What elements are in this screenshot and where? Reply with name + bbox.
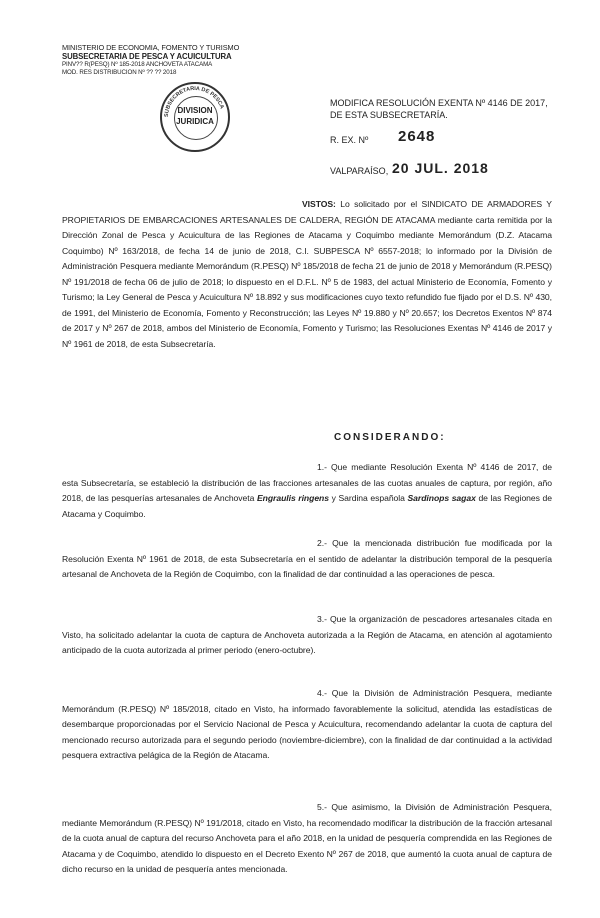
species-sardina: Sardinops sagax [407, 493, 476, 503]
resolution-date: 20 JUL. 2018 [392, 160, 489, 176]
rex-label: R. EX. Nº [330, 135, 369, 145]
ministry-name: MINISTERIO DE ECONOMIA, FOMENTO Y TURISMO [62, 43, 240, 52]
subject-line-1: MODIFICA RESOLUCIÓN EXENTA Nº 4146 DE 2017, [330, 98, 548, 108]
rex-number: 2648 [398, 128, 436, 145]
internal-ref-1: PINV?? R(PESQ) Nº 185-2018 ANCHOVETA ATACAMA [62, 61, 213, 68]
division-juridica-stamp [160, 82, 230, 152]
subject-line-2: DE ESTA SUBSECRETARÍA. [330, 110, 448, 120]
vistos-text: Lo solicitado por el SINDICATO DE ARMADORES Y PROPIETARIOS DE EMBARCACIONES ARTESANALES DE CALDERA, REGIÓN DE ATACAMA mediante carta remitida por la Dirección Zonal de Pesca y Acuicultura de las Regiones de Atacama y Coquimbo mediante Memorándum (D.Z. Atacama Coquimbo) Nº 163/2018, de fecha 14 de junio de 2018, C.I. SUBPESCA Nº 6557-2018; lo informado por la División de Administración Pesquera mediante Memorándum (R.PESQ) Nº 185/2018 de fecha 21 de junio de 2018 y Memorándum (R.PESQ) Nº 191/2018 de fecha 06 de julio de 2018; lo dispuesto en el D.F.L. Nº 5 de 1983, del actual Ministerio de Economía, Fomento y Turismo; la Ley General de Pesca y Acuicultura Nº 18.892 y sus modificaciones cuyo texto refundido fue fijado por el D.S. Nº 430, de 1991, del Ministerio de Economía, Fomento y Reconstrucción; las Leyes Nº 19.880 y Nº 20.657; los Decretos Exentos Nº 874 de 2017 y Nº 267 de 2018, ambos del Ministerio de Economía, Fomento y Turismo; las Resoluciones Exentas Nº 4146 de 2017 y Nº 1961 de 2018, de esta Subsecretaría. [62, 199, 552, 349]
considerando-heading: CONSIDERANDO: [334, 432, 446, 443]
svg-text:SUBSECRETARIA DE PESCA: SUBSECRETARIA DE PESCA [163, 85, 225, 118]
issuer-header [62, 44, 272, 76]
species-anchoveta: Engraulis ringens [256, 493, 329, 503]
internal-ref-2: MOD. RES DISTRIBUCION Nº ?? ?? 2018 [62, 68, 177, 76]
considerando-paragraph-4: 4.- Que la División de Administración Pesquera, mediante Memorándum (R.PESQ) Nº 185/2018, citado en Visto, ha informado favorablemente la solicitud, atendida las estadísticas de desembarque proporcionadas por el Servicio Nacional de Pesca y Acuicultura, recomendando adelantar la cuota de captura del mencionado recurso autorizada para el segundo periodo (noviembre-diciembre), con la finalidad de dar continuidad a la actividad pesquera extractiva pelágica de la Región de Atacama. [62, 688, 552, 760]
stamp-line-1: DIVISION [177, 106, 213, 115]
vistos-label: VISTOS: [302, 199, 336, 209]
resolution-subject [330, 97, 560, 121]
considerando-paragraph-5: 5.- Que asimismo, la División de Administración Pesquera, mediante Memorándum (R.PESQ) Nº 191/2018, citado en Visto, ha recomendado modificar la distribución de la fracción artesanal de la cuota anual de captura del recurso Anchoveta para el año 2018, en la unidad de pesquería comprendida en las Regiones de Atacama y de Coquimbo, atendido lo dispuesto en el Decreto Exento Nº 267 de 2018, que aumentó la cuota anual de captura de dicho recurso en la unidad de pesquería antes mencionada. [62, 802, 552, 874]
vistos-paragraph [62, 197, 552, 352]
stamp-line-2: JURIDICA [176, 117, 214, 126]
place-label: VALPARAÍSO, [330, 166, 389, 176]
subsecretaria-name: SUBSECRETARIA DE PESCA Y ACUICULTURA [62, 51, 232, 61]
considerando-paragraph-2: 2.- Que la mencionada distribución fue modificada por la Resolución Exenta Nº 1961 de 2018, de esta Subsecretaría en el sentido de adelantar la distribución temporal de la pesquería artesanal de Anchoveta de la Región de Coquimbo, con la finalidad de dar continuidad a las operaciones de pesca. [62, 538, 552, 579]
considerando-paragraph-1: 1.- Que mediante Resolución Exenta Nº 4146 de 2017, de esta Subsecretaría, se estableció la distribución de las fracciones artesanales de las cuotas anuales de captura, por región, año 2018, de las pesquerías artesanales de Anchoveta Engraulis ringens y Sardina española Sardinops sagax de las Regiones de Atacama y Coquimbo. [62, 462, 552, 519]
considerando-paragraph-3: 3.- Que la organización de pescadores artesanales citada en Visto, ha solicitado adelantar la cuota de captura de Anchoveta autorizada a la Región de Atacama, en atención al agotamiento anticipado de la cuota autorizada al primer periodo (enero-octubre). [62, 614, 552, 655]
